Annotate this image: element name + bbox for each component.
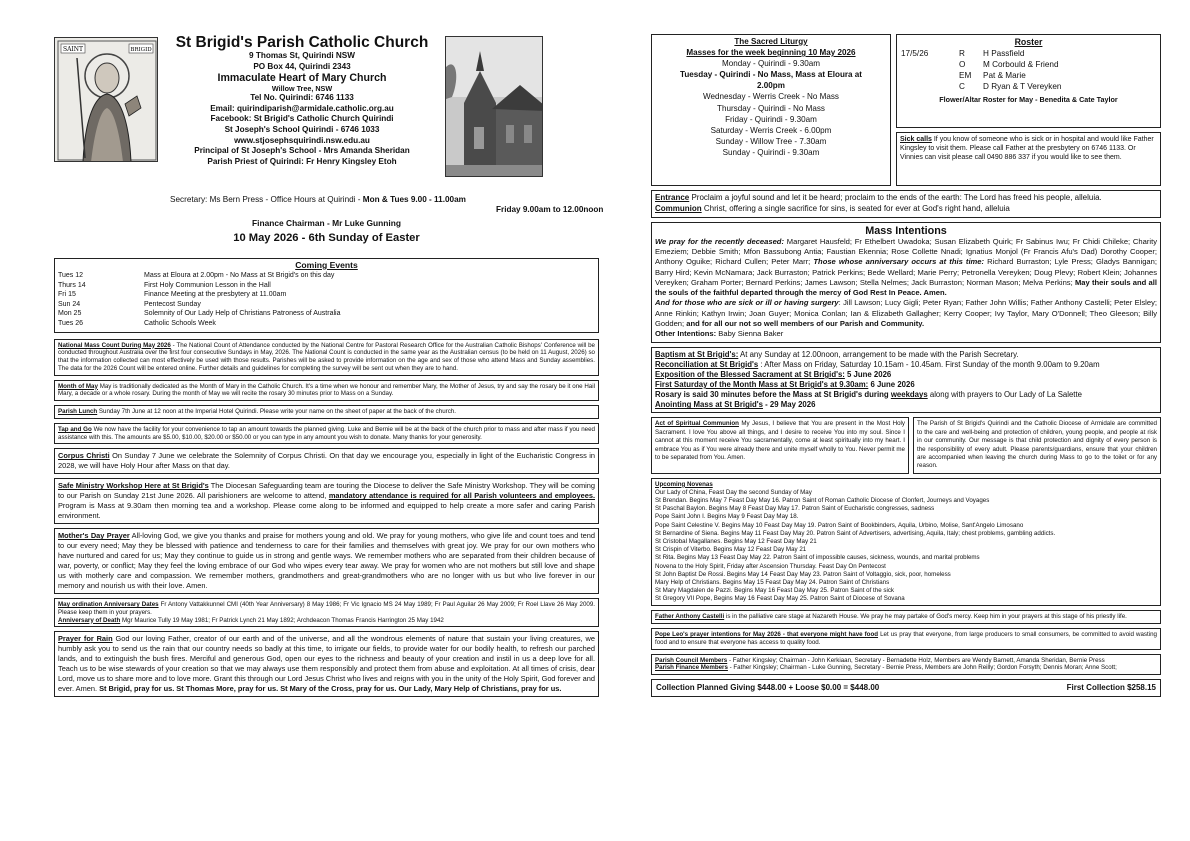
roster-row (901, 81, 1156, 92)
deceased-label: We pray for the recently deceased: (655, 236, 784, 246)
roster-date (901, 81, 959, 92)
prayer-for-rain (54, 631, 599, 697)
right-top (651, 34, 1161, 186)
event-text: Catholic Schools Week (144, 319, 216, 327)
mass-count-label: National Mass Count During May 2026 (58, 341, 171, 349)
communion-label: Communion (655, 203, 702, 213)
spiritual-communion-text: My Jesus, I believe that You are present in the Most Holy Sacrament. I love You above all things, and I desire to receive You into my soul. Since I cannot at this moment receive You sacramentally, come at least spiritually into my heart. I embrace You as if You were already there and unite myself wholly to You. Never permit me to be separated from You. Amen. (655, 420, 905, 461)
pope-intentions-text: Let us pray that everyone, from large producers to small consumers, be committed to avoid wasting food and to ensure that everyone has access to quality food. (655, 631, 1157, 646)
anniversary-list: Richard Burraston; Lyle Press; Gladys Bannigan; Barry Hird; Kevin McNamara; Jack Burraston; Patrick Perkins; Bede Wellard; Marie Perry; Petronella Vereyken; Doug Plevy; Robert Klein; Johannes Vereyken; Graham Porter; Bernard Perkins; James Lawson; Stella Nelmes; Jack Burraston; Norman Mason; Melva Perkins; (655, 257, 1157, 287)
mass-time-line: Monday - Quirindi - 9.30am (721, 59, 821, 69)
pope-intentions (651, 628, 1161, 650)
parish-lunch-text: Sunday 7th June at 12 noon at the Imperial Hotel Quirindi. Please write your name on the sheet of paper at the back of the church. (97, 408, 456, 416)
safe-ministry-text-1: The Diocesan Safeguarding team are touring the Diocese to deliver the Safe Ministry Workshop. They will be coming to our Parish on Sunday 21st June 2026. All parishioners are welcome to attend, (58, 481, 595, 501)
anointing-label: Anointing Mass at St Brigid's (655, 400, 763, 410)
mass-times-list (652, 58, 890, 158)
spiritual-communion (651, 417, 909, 473)
anniversaries-notice (54, 598, 599, 627)
event-row (58, 290, 595, 300)
roster-role: EM (959, 71, 972, 81)
school: St Joseph's School Quirindi - 6746 1033 (224, 124, 380, 134)
spiritual-communion-label: Act of Spiritual Communion (655, 420, 739, 428)
mothers-day-label: Mother's Day Prayer (58, 531, 130, 541)
communion-text: Christ, offering a single sacrifice for sins, is seated for ever at God's right hand, alleluia (701, 203, 1010, 213)
ordination-label: May ordination Anniversary Dates (58, 601, 159, 609)
month-of-may-text: May is traditionally dedicated as the Month of Mary in the Catholic Church. It's a time when we honour and remember Mary, the Mother of Jesus, try and say the rosary be it one Hail Mary, a decade or a whole rosary. During the month of May we will recite the rosary 30 minutes prior to Mass on a Sunday. (58, 382, 595, 398)
roster-name: M Corbould & Friend (983, 60, 1059, 70)
safe-ministry-notice (54, 478, 599, 524)
roster-row (901, 70, 1156, 81)
event-text: First Holy Communion Lesson in the Hall (144, 281, 271, 289)
telephone: Tel No. Quirindi: 6746 1133 (250, 93, 354, 103)
event-row (58, 271, 595, 281)
exposition-date: 5 June 2026 (844, 369, 892, 379)
anniversary-prayer: May their souls and all the souls of the faithful departed through the mercy of God Rest In Peace. Amen. (655, 277, 1158, 298)
parish-council-label: Parish Council Members (655, 656, 728, 664)
safe-ministry-label: Safe Ministry Workshop Here at St Brigid's (58, 481, 209, 491)
second-church: Immaculate Heart of Mary Church (217, 72, 387, 85)
liturgy-subtitle: Masses for the week beginning 10 May 2026 (686, 48, 856, 58)
spiritual-and-safeguarding (651, 417, 1161, 473)
entrance-text: Proclaim a joyful sound and let it be heard; proclaim to the ends of the earth: The Lord has freed his people, alleluia. (689, 193, 1102, 202)
exposition-label: Exposition of the Blessed Sacrament at St Brigid's: (655, 369, 845, 379)
novena-line: Our Lady of China, Feast Day the second Sunday of May (655, 488, 812, 496)
office-hours (170, 195, 604, 214)
event-text: Finance Meeting at the presbytery at 11.00am (144, 291, 287, 299)
death-anniversary-label: Anniversary of Death (58, 616, 121, 624)
event-text: Pentecost Sunday (144, 300, 201, 308)
baptism-text: At any Sunday at 12.00noon, arrangement to be made with the Parish Secretary. (738, 349, 1019, 359)
prayer-for-rain-closing: St Brigid, pray for us. St Thomas More, pray for us. St Mary of the Cross, pray for us. Our Lady, Mary Help of Christians, pray for us. (99, 684, 562, 694)
event-date: Sun 24 (58, 300, 81, 308)
coming-events-list (58, 271, 595, 329)
st-brigid-icon-image (54, 37, 158, 162)
parish-priest: Parish Priest of Quirindi: Fr Henry Kingsley Etoh (207, 156, 397, 166)
parish-council-text: - Father Kingsley; Chairman - John Kerkiaan, Secretary - Bernadette Holz, Members are Wendy Barnett, Amanda Sheridan, Bernie Press (727, 656, 1105, 664)
event-date: Thurs 14 (58, 281, 86, 289)
event-date: Fri 15 (58, 291, 76, 299)
novena-line: St Cristobal Magallanes. Begins May 12 Feast Day May 21 (655, 537, 817, 545)
roster-date: 17/5/26 (901, 49, 929, 59)
header (54, 34, 604, 244)
hours-mon-tues: Mon & Tues 9.00 - 11.00am (362, 195, 466, 204)
novena-line: St Bernardine of Siena. Begins May 11 Feast Day May 20. Patron Saint of Advertisers, advertising, Aquila, Italy; chest problems, gambling addicts. (655, 529, 1056, 537)
entrance-label: Entrance (655, 193, 690, 202)
roster-name: H Passfield (983, 49, 1025, 59)
novena-line: Pope Saint Celestine V. Begins May 10 Feast Day May 19. Patron Saint of Bookbinders, Aquila, Urbino, Molise, Sant'Angelo Limosano (655, 521, 1024, 529)
corpus-christi-text: On Sunday 7 June we celebrate the Solemnity of Corpus Christi. On that day we encourage you, especially in light of the Eucharistic Congress in 2028, we will have Holy Hour after Mass on that day. (58, 451, 595, 471)
roster-name: D Ryan & T Vereyken (983, 82, 1062, 92)
novenas-title: Upcoming Novenas (655, 480, 713, 488)
roster-row (901, 59, 1156, 70)
corpus-christi-notice (54, 448, 599, 474)
event-row (58, 309, 595, 319)
email[interactable]: Email: quirindiparish@armidale.catholic.org.au (210, 103, 394, 113)
event-row (58, 319, 595, 329)
mass-time-line: 2.00pm (757, 81, 785, 91)
novena-line: St Brendan. Begins May 7 Feast Day May 16. Patron Saint of Roman Catholic Diocese of Clonfert, Journeys and Voyages (655, 497, 990, 504)
roster-role: R (959, 49, 965, 59)
baptism-label: Baptism at St Brigid's: (655, 349, 739, 359)
roster-date (901, 59, 959, 70)
roster (896, 34, 1161, 128)
novena-line: St Paschal Baylon. Begins May 8 Feast Day May 17. Patron Saint of Eucharistic congresses, sadness (655, 505, 935, 513)
pope-intentions-label: Pope Leo's prayer intentions for May 2026 - that everyone might have food (655, 631, 879, 639)
event-date: Tues 26 (58, 319, 84, 327)
mothers-day-text: All-loving God, we give you thanks and praise for mothers young and old. We pray for young mothers, who give life and count toes and tend to our every need; May they be blessed with patience and tenderness to care for their families and themselves with great joy. We pray for our own mothers who have nurtured and cared for us; May they continue to guide us in strong and gentle ways. We remember mothers who are separated from their children because of war, poverty, or conflict; May they feel the loving embrace of our God who wipes every tear away. We pray for women who are not mothers but still love and shape us with motherly care and compassion. We remember mothers, grandmothers and great-grandmothers who are no longer with us but who live forever in our memory and nourish us with their love. Amen. (58, 531, 595, 591)
event-text: Solemnity of Our Lady Help of Christians Patroness of Australia (144, 310, 341, 318)
rosary-text: Rosary is said 30 minutes before the Mass at St Brigid's during (655, 390, 891, 400)
anointing-date: - 29 May 2026 (762, 400, 816, 410)
antiphons (651, 190, 1161, 218)
roster-date (901, 70, 959, 81)
month-of-may-notice (54, 380, 599, 402)
tap-and-go-text: We now have the facility for your convenience to tap an amount towards the planned giving. Luke and Bernie will be at the back of the church prior to mass and after mass if you need assistance with this. The amounts are $5.00, $10.00, $20.00 or $50.00 or you can type in any amount you wish to donate. Many thanks for your generosity. (58, 425, 595, 441)
sick-community: and for all our not so well members of our Parish and Community. (686, 319, 925, 329)
roster-role: O (959, 60, 966, 70)
mass-count-text: - The National Count of Attendance conducted by the National Centre for Pastoral Research Office for the Australian Catholic Bishops' Conference will be conducted throughout Australia over the first four consecutive Sundays in May, 2026. The National Count is conducted in the same year as the Australian census (to be held on 11 August, 2026) so that the information collected can most effectively be used with those results. Parishes will be asked to provide information on the age and sex of those who attend Mass and Sunday assemblies. The data for the 2026 Count will be entered online. Further details and guidelines for completing the survey will be sent out when they are to hand. (58, 341, 596, 372)
parish-finance-text: - Father Kingsley; Chairman - Luke Gunning, Secretary - Bernie Press, Members are John Reilly; Gordon Forsyth; Dennis Moran; Anne Scott; (727, 664, 1117, 672)
mass-intentions (651, 222, 1161, 343)
parish-lunch-label: Parish Lunch (58, 408, 98, 416)
parish-lunch-notice (54, 405, 599, 419)
novena-line: St Gregory VII Pope, Begins May 16 Feast Day May 25. Patron Saint of Diocese of Sovana (655, 595, 905, 603)
sacraments (651, 347, 1161, 414)
deceased-list: Margaret Hausfeld; Fr Ethelbert Uwadoka; Susan Elizabeth Quirk; Fr Sabinus Iwu; Fr Chidi Chileke; Charity Emeziem; Debbie Smith; Mfon Bassubong Antia; Faustian Ekennia; Rose Collette Nnadi; Ignatius Monjol (Fr Francis Afu's Dad) Dorothy Cooper; Anthony Oguike; Richard Cullen; Peter Marr; (655, 236, 1157, 267)
safe-ministry-text-2: Program is Mass at 9.30am then morning tea and a workshop. Please come along to be informed and equipped to help create a more safer and caring Parish environment. (58, 501, 595, 521)
sick-label: And for those who are sick or ill or having surgery (655, 298, 839, 308)
prayer-for-rain-label: Prayer for Rain (58, 634, 113, 644)
novenas-list (655, 489, 1157, 604)
rosary-weekdays: weekdays (890, 390, 928, 400)
safe-ministry-mandatory: mandatory attendance is required for all Parish volunteers and employees. (328, 491, 595, 501)
first-collection: First Collection $258.15 (1066, 683, 1156, 693)
principal: Principal of St Joseph's School - Mrs Amanda Sheridan (194, 146, 410, 156)
second-church-address: Willow Tree, NSW (271, 84, 333, 94)
planned-giving: Collection Planned Giving $448.00 + Loose $0.00 = $448.00 (656, 683, 880, 693)
church-photo (445, 36, 543, 177)
novena-line: Novena to the Holy Spirit, Friday after Ascension Thursday. Feast Day On Pentecost (655, 562, 886, 570)
mass-time-line: Sunday - Willow Tree - 7.30am (715, 136, 827, 146)
other-intentions-text: Baby Sienna Baker (716, 329, 784, 339)
first-saturday-date: 6 June 2026 (868, 380, 915, 390)
mothers-day-prayer (54, 528, 599, 594)
mass-count-notice (54, 339, 599, 376)
coming-events-title: Coming Events (295, 260, 358, 270)
safeguarding-statement: The Parish of St Brigid's Quirindi and the Catholic Diocese of Armidale are committed to the care and well-being and protection of children, young people, and people at risk in our community. Our message is that child protection and dignity of every person is the responsibility of every adult. Please parents/guardians, ensure that your children are accompanied when leaving the church during Mass to go to the toilet or for any reason. (913, 417, 1161, 473)
parish-councils (651, 654, 1161, 676)
mass-intentions-title: Mass Intentions (865, 224, 947, 237)
death-anniversary-text: Mgr Maurice Tully 19 May 1981; Fr Patrick Lynch 21 May 1892; Archdeacon Thomas Francis Harrington 25 May 1942 (120, 616, 444, 624)
month-of-may-label: Month of May (58, 382, 98, 390)
secretary: Secretary: Ms Bern Press - Office Hours at Quirindi - (170, 195, 361, 204)
corpus-christi-label: Corpus Christi (58, 451, 110, 461)
event-text: Mass at Eloura at 2.00pm - No Mass at St Brigid's on this day (144, 272, 335, 279)
mass-time-line: Thursday - Quirindi - No Mass (717, 103, 825, 113)
coming-events (54, 258, 599, 333)
facebook: Facebook: St Brigid's Catholic Church Quirindi (210, 114, 394, 124)
liturgy-title: The Sacred Liturgy (734, 37, 808, 46)
novena-line: St Crispin of Viterbo. Begins May 12 Feast Day May 21 (655, 546, 807, 554)
mass-time-line: Saturday - Werris Creek - 6.00pm (710, 125, 832, 135)
novena-line: Mary Help of Christians. Begins May 15 Feast Day May 24. Patron Saint of Christians (655, 578, 890, 586)
sick-calls-label: Sick calls (900, 136, 932, 143)
website[interactable]: www.stjosephsquirindi.nsw.edu.au (234, 135, 370, 145)
novena-line: St John Baptist De Rossi. Begins May 14 Feast Day May 23. Patron Saint of Voltaggio, sick, poor, homeless (655, 570, 951, 578)
header-text (158, 34, 446, 167)
father-castelli-text: is in the palliative care stage at Nazareth House. We pray he may partake of God's mercy. Keep him in your prayers at this stage of his priestly life. (724, 613, 1127, 621)
mass-time-line: Wednesday - Werris Creek - No Mass (703, 92, 839, 102)
novena-line: Pope Saint John I. Begins May 9 Feast Day May 18. (655, 513, 799, 521)
first-saturday-label: First Saturday of the Month Mass at St Brigid's at 9.30am: (655, 380, 869, 390)
ordination-text: Fr Antony Vattakkunnel CMI (40th Year Anniversary) 8 May 1986; Fr Vic Ignacio MS 24 May 1989; Fr Paul Aguilar 26 May 2009; Fr Roel Llave 26 May 2009. Please keep them in your prayers. (58, 601, 595, 616)
event-date: Mon 25 (58, 310, 82, 318)
tap-and-go-label: Tap and Go (58, 425, 92, 433)
event-row (58, 281, 595, 291)
left-column (54, 34, 604, 701)
roster-title: Roster (1014, 37, 1043, 47)
other-intentions-label: Other Intentions: (655, 329, 717, 339)
saint-caption-right: BRIGID (130, 47, 152, 53)
saint-caption-left: SAINT (62, 46, 84, 53)
sick-list: : Jill Lawson; Lucy Gigli; Peter Ryan; Father John Willis; Father Anthony Castelli; Peter Elsley; Anne Rinkin; Kathyn Irwin; Joan Guyer; Monica Conlan; Ian & Elizabeth Gallagher; Kerry Cooper; Ivy Taylor, Mary O'Donnell; Theo Gleeson; Billy Godden; (655, 298, 1157, 329)
roster-row (901, 48, 1156, 59)
father-castelli-notice (651, 610, 1161, 624)
parish-finance-label: Parish Finance Members (655, 664, 728, 672)
sick-calls (896, 132, 1161, 186)
sick-calls-text: If you know of someone who is sick or in hospital and would like Father Kingsley to visit them. Please call Father at the presbytery on 6746 1133. Or Vinnies can visit please call 0490 886 337 if you would like to see them. (900, 136, 1154, 162)
reconciliation-text: : After Mass on Friday, Saturday 10.15am - 10.45am. First Sunday of the month 9.00am to 9.20am (758, 359, 1100, 369)
mass-time-line: Tuesday - Quirindi - No Mass, Mass at Eloura at (680, 70, 862, 80)
rosary-prayers: along with prayers to Our Lady of La Salette (927, 390, 1082, 400)
roster-rows (901, 48, 1156, 92)
address-line-1: 9 Thomas St, Quirindi NSW (249, 51, 355, 60)
tap-and-go-notice (54, 423, 599, 445)
father-castelli-label: Father Anthony Castelli (655, 613, 725, 621)
roster-name: Pat & Marie (983, 71, 1026, 81)
anniversary-label: Those whose anniversary occurs at this time: (813, 257, 985, 267)
mass-time-line: Friday - Quirindi - 9.30am (725, 114, 817, 124)
flower-roster: Flower/Altar Roster for May - Benedita & Cate Taylor (939, 95, 1118, 105)
novena-line: St Rita. Begins May 13 Feast Day May 22. Patron Saint of impossible causes, sickness, wounds, and marital problems (655, 554, 980, 562)
reconciliation-label: Reconciliation at St Brigid's (655, 359, 759, 369)
prayer-for-rain-text: God our loving Father, creator of our earth and of the universe, and all the wondrous elements of nature that sustain your living creatures, we humbly ask you to send us the rain that our country needs so badly at this time, to irrigate our fields, to provide water for our bodily health, to refresh our parched lands, and to extinguish the bush fires. Merciful and generous God, open our eyes to the richness and beauty of your creation and instil in us a deep love for all. Teach us to be wise stewards of your creation so that we may always use them responsibly and protect them from abuse and exploitation. At all times of crisis, dear Lord, move us to share more and to love more. Grant this through our Lord Jesus Christ who lives and reigns with you in the unity of the Holy Spirit, God forever and ever. Amen. (58, 634, 595, 694)
roster-role: C (959, 82, 965, 92)
hours-friday: Friday 9.00am to 12.00noon (496, 205, 604, 214)
collection (651, 679, 1161, 697)
mass-time-line: Sunday - Quirindi - 9.30am (722, 147, 820, 157)
event-row (58, 300, 595, 310)
novena-line: St Mary Magdalen de Pazzi. Begins May 16 Feast Day May 25. Patron Saint of the sick (655, 587, 895, 595)
finance-chairman: Finance Chairman - Mr Luke Gunning (252, 218, 401, 228)
address-line-2: PO Box 44, Quirindi 2343 (253, 61, 351, 71)
event-date: Tues 12 (58, 272, 84, 279)
sacred-liturgy (651, 34, 891, 186)
right-column (651, 34, 1161, 701)
upcoming-novenas (651, 478, 1161, 607)
church-title: St Brigid's Parish Catholic Church (175, 34, 429, 51)
bulletin-date: 10 May 2026 - 6th Sunday of Easter (233, 232, 420, 244)
